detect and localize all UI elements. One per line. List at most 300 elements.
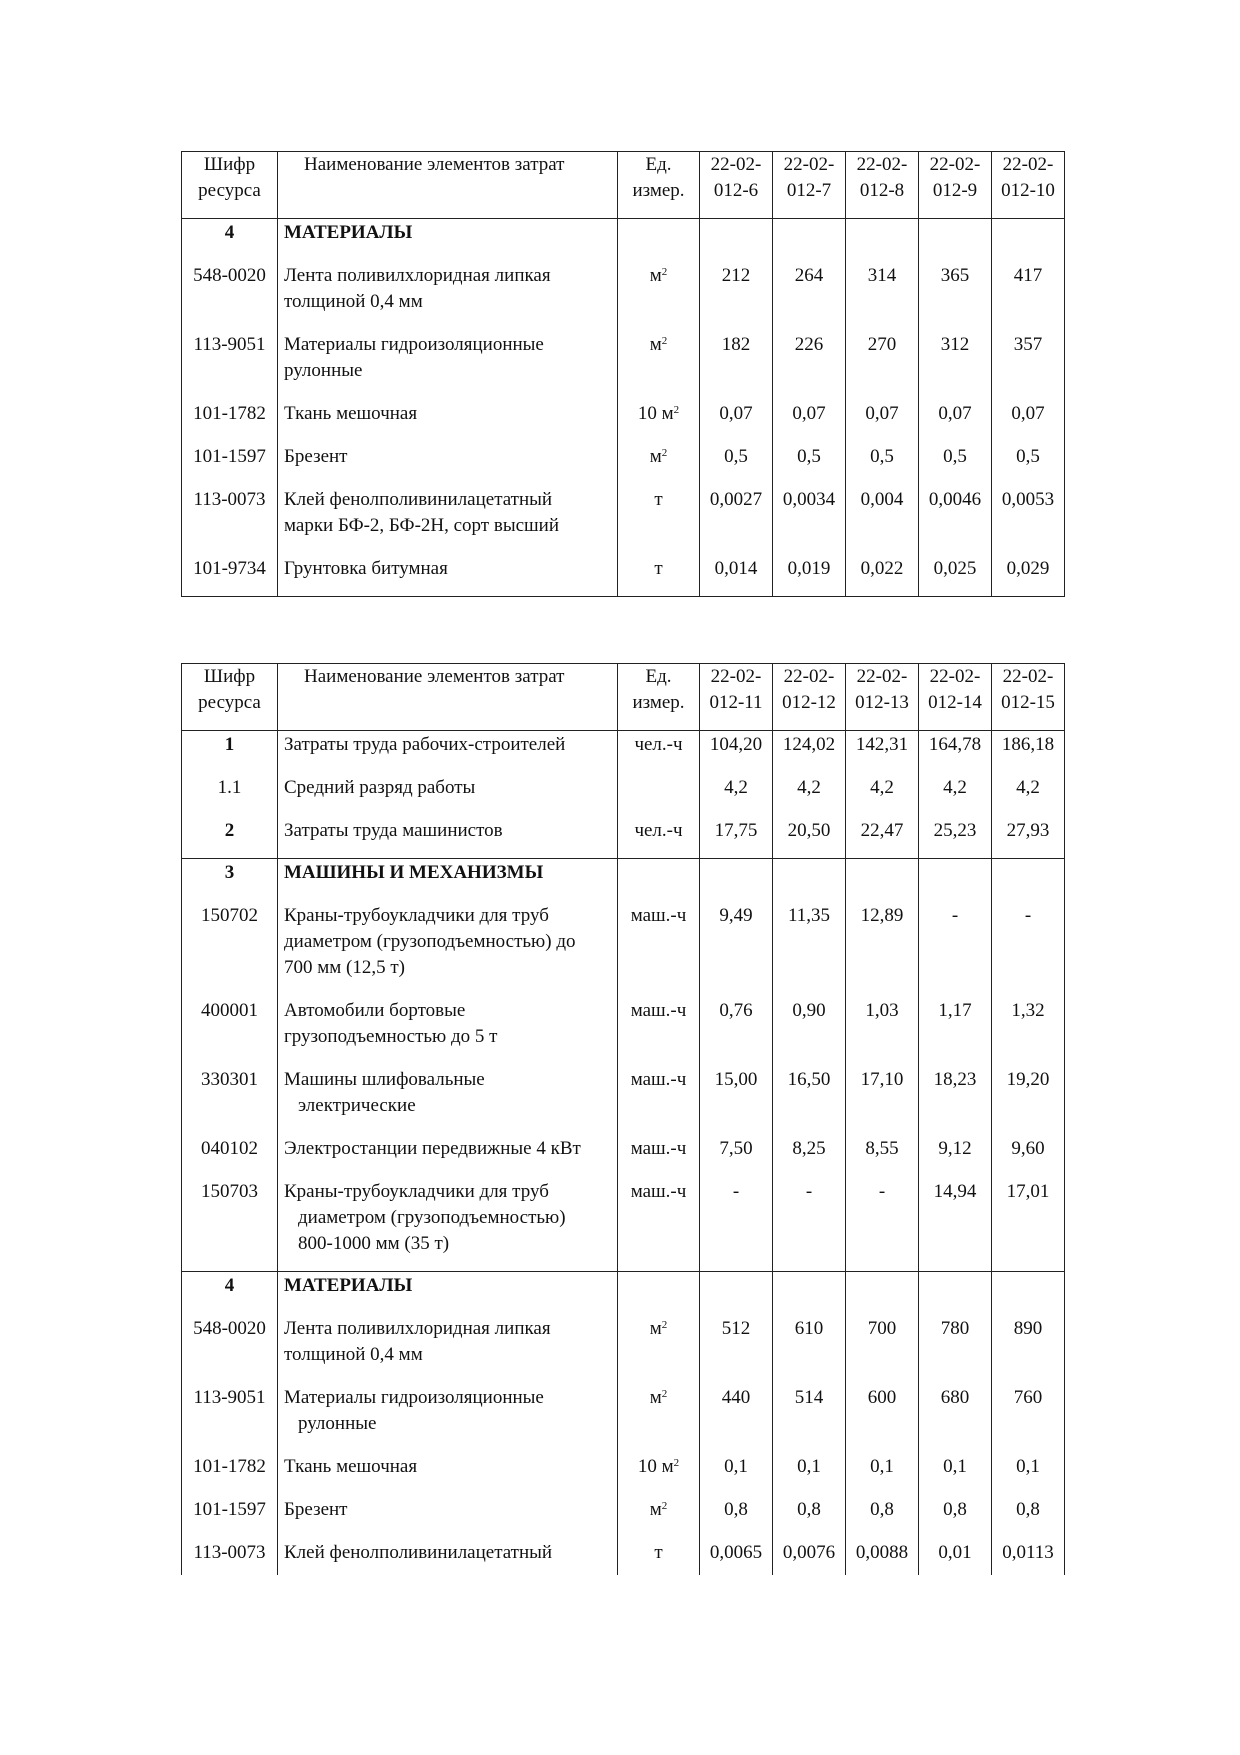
resource-value: 0,8 [773,1489,846,1532]
resource-value: 0,0053 [992,479,1065,548]
resource-value: 0,8 [846,1489,919,1532]
resource-name-line: электрические [298,1095,416,1116]
section-value-cell [773,1272,846,1309]
resource-name [278,895,618,990]
resource-name-line: грузоподъемностью до 5 т [284,1026,498,1047]
resource-value: 0,5 [992,436,1065,479]
resource-value: 8,55 [846,1128,919,1171]
unit-superscript: 2 [661,1388,668,1400]
resource-name-line: Машины шлифовальные [284,1069,485,1090]
unit-text: м [649,265,662,286]
header-col-line: 012-10 [1001,180,1055,201]
table-header-row [182,152,1065,219]
resource-name-line: толщиной 0,4 мм [284,291,423,312]
table-row [182,393,1065,436]
header-col-line: 012-11 [709,692,763,713]
section-value-cell [846,219,919,256]
resource-unit [618,1171,700,1272]
header-col-line: 22-02- [856,666,908,687]
resource-unit [618,1532,700,1575]
unit-text: маш.-ч [630,1069,687,1090]
resource-code: 1.1 [182,767,278,810]
section-unit-cell [618,219,700,256]
resource-value: 4,2 [919,767,992,810]
resource-code: 113-9051 [182,1377,278,1446]
resource-unit [618,1059,700,1128]
resource-value: 17,10 [846,1059,919,1128]
resource-name-line: диаметром (грузоподъемностью) до [284,931,576,952]
resource-value: 0,014 [700,548,773,597]
table-row [182,990,1065,1059]
header-unit [618,152,700,219]
section-value-cell [700,1272,773,1309]
header-col-line: 012-13 [855,692,909,713]
resource-value: 19,20 [992,1059,1065,1128]
resource-name-line: 800-1000 мм (35 т) [298,1233,450,1254]
unit-text: т [654,1542,663,1563]
table-row [182,1532,1065,1575]
resource-value: 514 [773,1377,846,1446]
unit-text: чел.-ч [634,820,683,841]
header-col-line: 22-02- [856,154,908,175]
header-col-line: 012-12 [782,692,836,713]
resource-value: 17,01 [992,1171,1065,1272]
resource-value: 142,31 [846,731,919,768]
resource-name [278,393,618,436]
resource-code: 2 [182,810,278,859]
resource-name [278,1446,618,1489]
header-col-line: 012-9 [932,180,978,201]
table-row [182,1377,1065,1446]
resource-value: 780 [919,1308,992,1377]
section-title: МАШИНЫ И МЕХАНИЗМЫ [278,859,618,896]
resource-unit [618,324,700,393]
resource-name [278,1059,618,1128]
resource-name [278,1377,618,1446]
table-row [182,895,1065,990]
resource-value: 0,07 [919,393,992,436]
resource-value: - [846,1171,919,1272]
resource-value: 0,5 [700,436,773,479]
resource-unit [618,767,700,810]
resource-code: 101-1597 [182,436,278,479]
resource-value: 417 [992,255,1065,324]
resource-value: 104,20 [700,731,773,768]
unit-text: м [649,1318,662,1339]
resource-value: 0,025 [919,548,992,597]
resource-value: 124,02 [773,731,846,768]
resource-value: 0,5 [773,436,846,479]
header-code-line: ресурса [198,692,261,713]
resource-value: 0,07 [773,393,846,436]
resource-value: 1,03 [846,990,919,1059]
section-row [182,859,1065,896]
resource-unit [618,1446,700,1489]
header-col-line: 22-02- [783,154,835,175]
resource-code: 330301 [182,1059,278,1128]
resource-value: 0,0046 [919,479,992,548]
section-code: 3 [182,859,278,896]
resource-name-line: Ткань мешочная [284,1456,418,1477]
section-unit-cell [618,859,700,896]
header-col-line: 012-8 [859,180,905,201]
resource-value: 0,1 [846,1446,919,1489]
table-row [182,1171,1065,1272]
resource-value: 4,2 [846,767,919,810]
resource-value: 357 [992,324,1065,393]
header-code-line: Шифр [203,154,256,175]
table-row [182,1059,1065,1128]
resource-value: 512 [700,1308,773,1377]
resource-value: 212 [700,255,773,324]
resource-unit [618,895,700,990]
header-col-line: 012-6 [713,180,759,201]
resource-value: 0,1 [773,1446,846,1489]
resource-name-line: рулонные [298,1413,377,1434]
resource-table-1 [181,151,1065,597]
resource-value: 4,2 [992,767,1065,810]
header-col-4 [919,664,992,731]
resource-value: 22,47 [846,810,919,859]
resource-value: 0,1 [919,1446,992,1489]
resource-unit [618,1377,700,1446]
resource-value: 164,78 [919,731,992,768]
resource-value: 0,01 [919,1532,992,1575]
resource-name-line: толщиной 0,4 мм [284,1344,423,1365]
resource-name [278,1489,618,1532]
section-title: МАТЕРИАЛЫ [278,219,618,256]
table-row [182,548,1065,597]
resource-unit [618,731,700,768]
resource-value: 0,07 [992,393,1065,436]
table-row [182,1489,1065,1532]
resource-code: 101-1597 [182,1489,278,1532]
resource-code: 548-0020 [182,1308,278,1377]
labor-row [182,810,1065,859]
resource-value: 610 [773,1308,846,1377]
table-row [182,324,1065,393]
resource-value: 0,07 [846,393,919,436]
unit-superscript: 2 [661,1319,668,1331]
unit-text: т [654,558,663,579]
resource-code: 040102 [182,1128,278,1171]
unit-text: чел.-ч [634,734,683,755]
section-row [182,1272,1065,1309]
resource-name [278,255,618,324]
header-unit-line: измер. [632,180,685,201]
resource-value: 0,0113 [992,1532,1065,1575]
resource-value: - [992,895,1065,990]
unit-text: 10 м [637,1456,674,1477]
table-row [182,436,1065,479]
header-col-line: 22-02- [783,666,835,687]
resource-unit [618,810,700,859]
header-code [182,664,278,731]
resource-unit [618,1128,700,1171]
resource-value: 14,94 [919,1171,992,1272]
resource-value: 270 [846,324,919,393]
header-col-line: 22-02- [929,666,981,687]
resource-value: 8,25 [773,1128,846,1171]
section-value-cell [700,859,773,896]
table-header-row [182,664,1065,731]
resource-value: 760 [992,1377,1065,1446]
resource-name [278,1128,618,1171]
resource-name-line: Ткань мешочная [284,403,418,424]
resource-value: 226 [773,324,846,393]
unit-text: маш.-ч [630,1138,687,1159]
resource-code: 150702 [182,895,278,990]
section-value-cell [919,1272,992,1309]
resource-code: 113-0073 [182,1532,278,1575]
section-value-cell [846,859,919,896]
section-row [182,219,1065,256]
table-row [182,1308,1065,1377]
header-col-5 [992,664,1065,731]
resource-code: 101-1782 [182,393,278,436]
unit-text: маш.-ч [630,1000,687,1021]
resource-value: 0,004 [846,479,919,548]
section-value-cell [919,859,992,896]
section-value-cell [700,219,773,256]
resource-value: 600 [846,1377,919,1446]
resource-name-line: Грунтовка битумная [284,558,448,579]
resource-value: 16,50 [773,1059,846,1128]
resource-value: 0,07 [700,393,773,436]
resource-name-line: 700 мм (12,5 т) [284,957,406,978]
header-col-line: 22-02- [710,154,762,175]
table-row [182,1446,1065,1489]
resource-value: 0,0027 [700,479,773,548]
resource-value: 680 [919,1377,992,1446]
resource-value: 0,5 [919,436,992,479]
resource-name-line: Краны-трубоукладчики для труб [284,1181,549,1202]
resource-unit [618,255,700,324]
resource-value: 17,75 [700,810,773,859]
resource-value: 9,49 [700,895,773,990]
header-col-5 [992,152,1065,219]
resource-name-line: марки БФ-2, БФ-2Н, сорт высший [284,515,559,536]
resource-unit [618,990,700,1059]
resource-value: 0,0065 [700,1532,773,1575]
resource-value: 0,029 [992,548,1065,597]
resource-value: 0,1 [700,1446,773,1489]
header-col-line: 22-02- [929,154,981,175]
resource-name [278,548,618,597]
resource-name-line: Лента поливилхлоридная липкая [284,265,551,286]
resource-name-line: Лента поливилхлоридная липкая [284,1318,551,1339]
resource-name [278,436,618,479]
resource-value: 1,17 [919,990,992,1059]
resource-code: 548-0020 [182,255,278,324]
header-unit-line: Ед. [645,154,672,175]
labor-row [182,767,1065,810]
unit-text: маш.-ч [630,1181,687,1202]
resource-value: 25,23 [919,810,992,859]
header-col-4 [919,152,992,219]
section-value-cell [992,859,1065,896]
header-col-1 [700,664,773,731]
table-body [182,731,1065,1576]
header-code [182,152,278,219]
resource-name-line: Материалы гидроизоляционные [284,334,544,355]
section-value-cell [846,1272,919,1309]
resource-name-line: Клей фенолполивинилацетатный [284,1542,553,1563]
section-value-cell [919,219,992,256]
section-value-cell [992,1272,1065,1309]
resource-value: - [773,1171,846,1272]
resource-value: 264 [773,255,846,324]
resource-name-line: Клей фенолполивинилацетатный [284,489,553,510]
resource-value: 0,0088 [846,1532,919,1575]
header-name: Наименование элементов затрат [278,664,618,731]
header-code-line: ресурса [198,180,261,201]
header-unit-line: Ед. [645,666,672,687]
labor-row [182,731,1065,768]
header-col-line: 22-02- [1002,154,1054,175]
resource-value: 18,23 [919,1059,992,1128]
section-value-cell [773,859,846,896]
unit-text: м [649,334,662,355]
resource-unit [618,1308,700,1377]
resource-name-line: рулонные [284,360,363,381]
resource-name [278,479,618,548]
header-col-line: 012-15 [1001,692,1055,713]
section-code: 4 [182,219,278,256]
header-col-1 [700,152,773,219]
resource-name [278,324,618,393]
resource-name [278,1171,618,1272]
resource-unit [618,436,700,479]
unit-text: м [649,1499,662,1520]
unit-superscript: 2 [661,447,668,459]
resource-value: 1,32 [992,990,1065,1059]
resource-name: Затраты труда рабочих-строителей [278,731,618,768]
resource-value: 0,0076 [773,1532,846,1575]
section-value-cell [992,219,1065,256]
header-code-line: Шифр [203,666,256,687]
resource-code: 101-9734 [182,548,278,597]
header-col-line: 22-02- [1002,666,1054,687]
resource-value: 182 [700,324,773,393]
resource-name-line: Краны-трубоукладчики для труб [284,905,549,926]
resource-value: 0,1 [992,1446,1065,1489]
unit-superscript: 2 [661,335,668,347]
resource-value: 186,18 [992,731,1065,768]
resource-name-line: Материалы гидроизоляционные [284,1387,544,1408]
resource-value: 4,2 [773,767,846,810]
section-title: МАТЕРИАЛЫ [278,1272,618,1309]
table-row [182,1128,1065,1171]
resource-value: 20,50 [773,810,846,859]
resource-name-line: Брезент [284,446,348,467]
resource-value: 9,12 [919,1128,992,1171]
resource-name [278,1308,618,1377]
resource-value: 365 [919,255,992,324]
resource-unit [618,548,700,597]
header-unit [618,664,700,731]
resource-value: 0,022 [846,548,919,597]
resource-value: 27,93 [992,810,1065,859]
resource-value: 0,90 [773,990,846,1059]
resource-value: 0,8 [992,1489,1065,1532]
section-code: 4 [182,1272,278,1309]
resource-code: 400001 [182,990,278,1059]
resource-unit [618,479,700,548]
resource-value: 0,76 [700,990,773,1059]
resource-value: 0,8 [919,1489,992,1532]
resource-code: 113-0073 [182,479,278,548]
resource-name: Затраты труда машинистов [278,810,618,859]
header-col-line: 012-7 [786,180,832,201]
resource-name: Средний разряд работы [278,767,618,810]
table-body [182,219,1065,597]
header-unit-line: измер. [632,692,685,713]
header-col-2 [773,152,846,219]
unit-superscript: 2 [673,404,680,416]
table-row [182,479,1065,548]
table-row [182,255,1065,324]
unit-text: маш.-ч [630,905,687,926]
header-name: Наименование элементов затрат [278,152,618,219]
resource-value: 4,2 [700,767,773,810]
header-col-line: 012-14 [928,692,982,713]
resource-name [278,990,618,1059]
resource-code: 1 [182,731,278,768]
header-col-line: 22-02- [710,666,762,687]
resource-value: 9,60 [992,1128,1065,1171]
unit-superscript: 2 [661,1500,668,1512]
resource-table-2 [181,663,1065,1575]
resource-value: - [919,895,992,990]
resource-name-line: диаметром (грузоподъемностью) [298,1207,566,1228]
header-col-3 [846,152,919,219]
resource-value: 440 [700,1377,773,1446]
resource-value: 0,019 [773,548,846,597]
resource-unit [618,1489,700,1532]
section-value-cell [773,219,846,256]
resource-value: 12,89 [846,895,919,990]
resource-value: 312 [919,324,992,393]
resource-unit [618,393,700,436]
unit-superscript: 2 [673,1457,680,1469]
section-unit-cell [618,1272,700,1309]
resource-value: 314 [846,255,919,324]
resource-name-line: Брезент [284,1499,348,1520]
resource-value: 890 [992,1308,1065,1377]
unit-text: м [649,446,662,467]
unit-text: м [649,1387,662,1408]
resource-code: 113-9051 [182,324,278,393]
resource-value: 0,0034 [773,479,846,548]
header-col-3 [846,664,919,731]
resource-code: 101-1782 [182,1446,278,1489]
unit-text: 10 м [637,403,674,424]
header-col-2 [773,664,846,731]
resource-value: - [700,1171,773,1272]
resource-value: 7,50 [700,1128,773,1171]
resource-value: 0,5 [846,436,919,479]
unit-superscript: 2 [661,266,668,278]
unit-text: т [654,489,663,510]
resource-name-line: Автомобили бортовые [284,1000,466,1021]
resource-value: 0,8 [700,1489,773,1532]
resource-value: 700 [846,1308,919,1377]
resource-value: 11,35 [773,895,846,990]
resource-name-line: Электростанции передвижные 4 кВт [284,1138,581,1159]
resource-value: 15,00 [700,1059,773,1128]
resource-code: 150703 [182,1171,278,1272]
